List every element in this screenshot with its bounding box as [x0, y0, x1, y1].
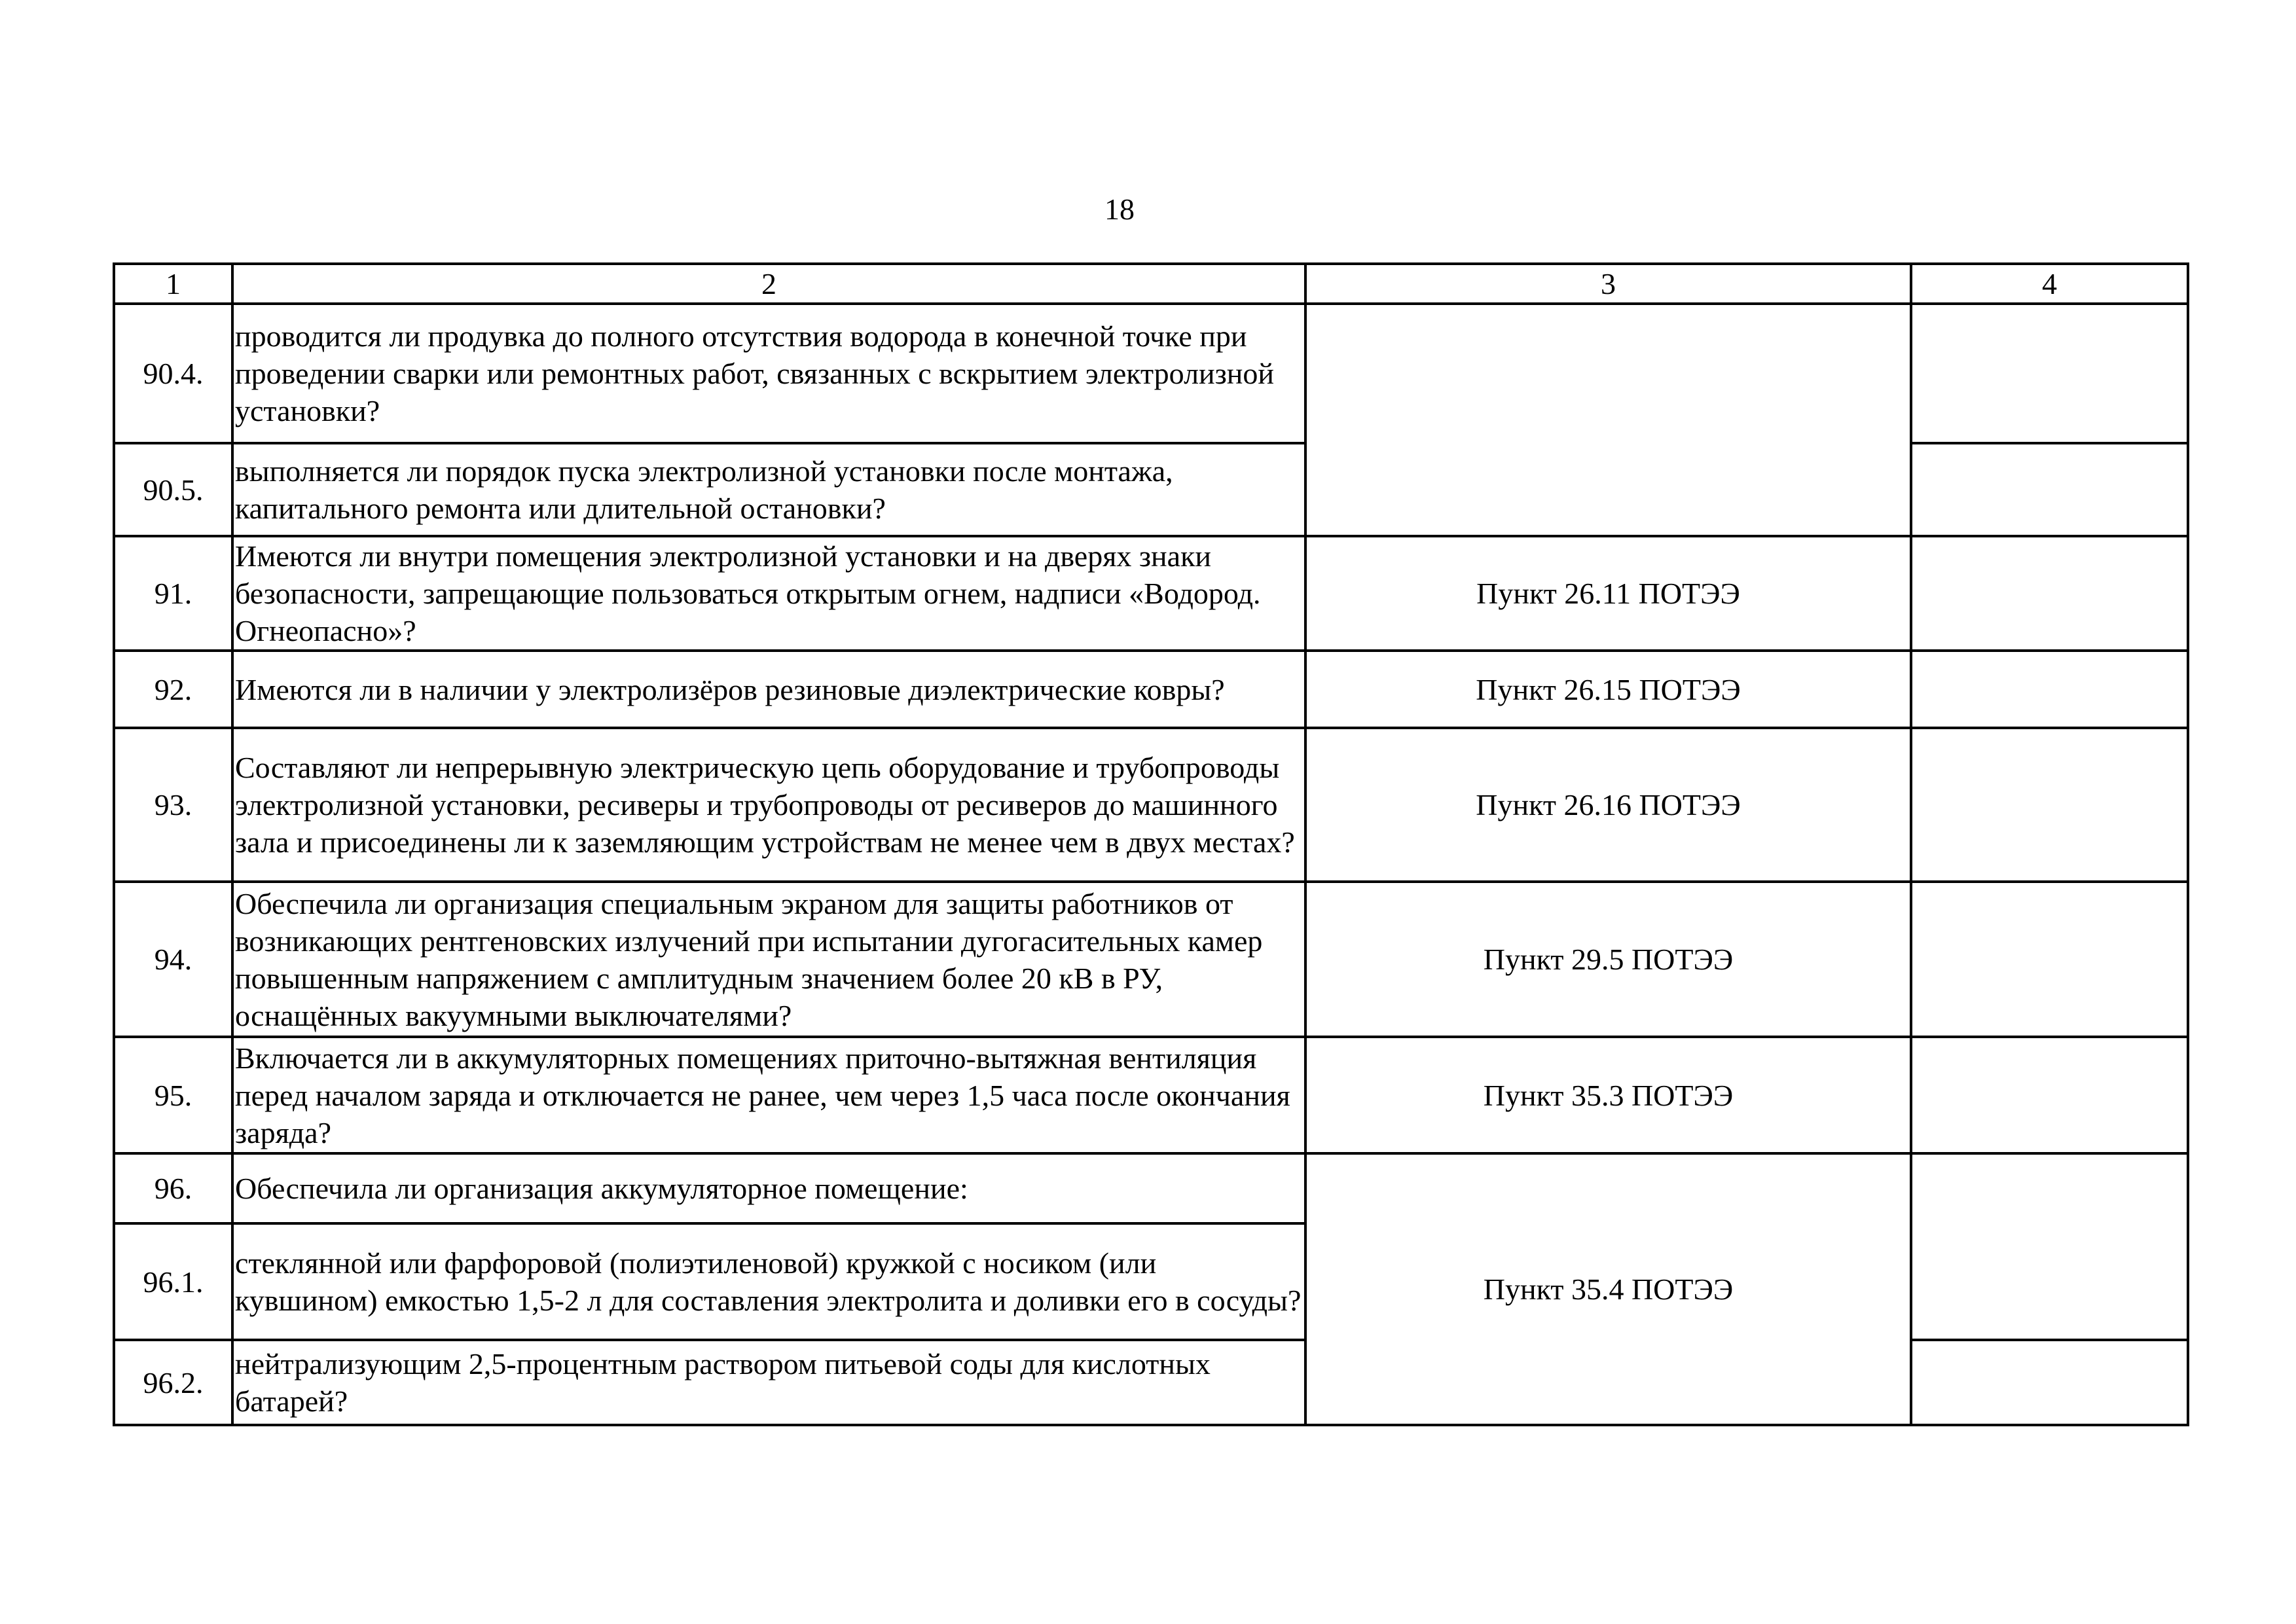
- item-answer-cell[interactable]: [1911, 443, 2188, 536]
- item-question: Включается ли в аккумуляторных помещениях приточно-вытяжная вентиляция перед началом заряда и отключается не ранее, чем через 1,5 часа после окончания заряда?: [232, 1037, 1305, 1153]
- column-header-2: 2: [232, 264, 1305, 304]
- table-row: [114, 536, 2188, 651]
- item-answer-cell[interactable]: [1911, 1153, 2188, 1340]
- item-number: 92.: [114, 651, 232, 728]
- page-number: 18: [1104, 192, 1135, 226]
- item-reference: Пункт 29.5 ПОТЭЭ: [1305, 882, 1911, 1037]
- item-question: нейтрализующим 2,5-процентным раствором питьевой соды для кислотных батарей?: [232, 1340, 1305, 1425]
- item-reference: Пункт 26.11 ПОТЭЭ: [1305, 536, 1911, 651]
- table-row: [114, 304, 2188, 443]
- table-row: [114, 651, 2188, 728]
- table-row: [114, 1153, 2188, 1223]
- item-answer-cell[interactable]: [1911, 651, 2188, 728]
- item-number: 91.: [114, 536, 232, 651]
- item-answer-cell[interactable]: [1911, 1340, 2188, 1425]
- item-reference: Пункт 35.3 ПОТЭЭ: [1305, 1037, 1911, 1153]
- item-number: 96.1.: [114, 1223, 232, 1340]
- column-header-4: 4: [1911, 264, 2188, 304]
- item-question: проводится ли продувка до полного отсутствия водорода в конечной точке при проведении сварки или ремонтных работ, связанных с вскрытием электролизной установки?: [232, 304, 1305, 443]
- item-question: выполняется ли порядок пуска электролизной установки после монтажа, капитального ремонта или длительной остановки?: [232, 443, 1305, 536]
- item-reference: [1305, 304, 1911, 536]
- item-answer-cell[interactable]: [1911, 1037, 2188, 1153]
- item-number: 93.: [114, 728, 232, 882]
- item-reference: Пункт 26.16 ПОТЭЭ: [1305, 728, 1911, 882]
- item-question: Обеспечила ли организация специальным экраном для защиты работников от возникающих рентгеновских излучений при испытании дугогасительных камер повышенным напряжением с амплитудным значением более 20 кВ в РУ, оснащённых вакуумными выключателями?: [232, 882, 1305, 1037]
- item-answer-cell[interactable]: [1911, 728, 2188, 882]
- item-question: Составляют ли непрерывную электрическую цепь оборудование и трубопроводы электролизной установки, ресиверы и трубопроводы от ресиверов до машинного зала и присоединены ли к заземляющим устройствам не менее чем в двух местах?: [232, 728, 1305, 882]
- checklist-table: [113, 262, 2189, 1426]
- item-question: Обеспечила ли организация аккумуляторное помещение:: [232, 1153, 1305, 1223]
- item-number: 96.: [114, 1153, 232, 1223]
- table-row: [114, 1037, 2188, 1153]
- column-header-3: 3: [1305, 264, 1911, 304]
- item-reference: Пункт 35.4 ПОТЭЭ: [1305, 1153, 1911, 1425]
- item-question: Имеются ли в наличии у электролизёров резиновые диэлектрические ковры?: [232, 651, 1305, 728]
- item-number: 90.4.: [114, 304, 232, 443]
- item-number: 90.5.: [114, 443, 232, 536]
- item-question: стеклянной или фарфоровой (полиэтиленовой) кружкой с носиком (или кувшином) емкостью 1,5-2 л для составления электролита и доливки его в сосуды?: [232, 1223, 1305, 1340]
- item-answer-cell[interactable]: [1911, 882, 2188, 1037]
- item-number: 96.2.: [114, 1340, 232, 1425]
- table-row: [114, 728, 2188, 882]
- table-header-row: [114, 264, 2188, 304]
- item-answer-cell[interactable]: [1911, 304, 2188, 443]
- table-row: [114, 882, 2188, 1037]
- item-reference: Пункт 26.15 ПОТЭЭ: [1305, 651, 1911, 728]
- item-question: Имеются ли внутри помещения электролизной установки и на дверях знаки безопасности, запрещающие пользоваться открытым огнем, надписи «Водород. Огнеопасно»?: [232, 536, 1305, 651]
- item-number: 95.: [114, 1037, 232, 1153]
- column-header-1: 1: [114, 264, 232, 304]
- item-answer-cell[interactable]: [1911, 536, 2188, 651]
- item-number: 94.: [114, 882, 232, 1037]
